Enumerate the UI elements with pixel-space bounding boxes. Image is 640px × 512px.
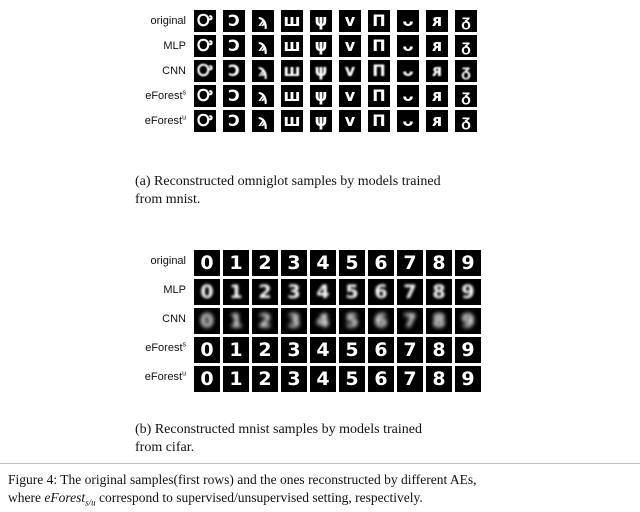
panel_b-sample-tile [194, 250, 220, 276]
panel_b-row-label-0 [128, 250, 186, 272]
panel_b-sample-glyph: 5 [345, 367, 359, 390]
panel_b-sample-tile [310, 337, 336, 363]
panel_b-sample-tile [339, 337, 365, 363]
panel_b-sample-glyph: 5 [345, 338, 359, 361]
panel_b-sample-glyph: 3 [287, 309, 301, 332]
panel_b-sample-tile [223, 337, 249, 363]
panel_a-sample-glyph: ᵹ [461, 86, 471, 105]
panel_a-sample-glyph: ᵹ [461, 61, 471, 80]
panel_a-row-label-0 [128, 10, 186, 32]
panel_a-sample-tile [455, 10, 477, 32]
panel_b-sample-glyph: 6 [374, 338, 388, 361]
figure-caption-line-2 [8, 489, 638, 512]
panel_b-sample-tile [281, 366, 307, 392]
panel_a-row-label-1 [128, 35, 186, 57]
panel_b-sample-glyph: 4 [316, 251, 330, 274]
panel_b-sample-tile [252, 279, 278, 305]
panel_b-sample-tile [397, 337, 423, 363]
panel_b-sample-tile [397, 366, 423, 392]
panel_a-sample-tile [223, 110, 245, 132]
panel_b-sample-tile [426, 337, 452, 363]
panel_a-row-label-sup: u [182, 114, 186, 122]
panel_a-sample-glyph: ϡ [257, 86, 269, 105]
panel_a-sample-tile [281, 35, 303, 57]
figure-caption-math: eForest [44, 490, 86, 505]
panel_a-sample-tile [455, 110, 477, 132]
panel_b-row-label-text: eForest [144, 371, 183, 383]
panel_a-sample-glyph: Ↄ [228, 36, 240, 55]
panel_a-sample-tile [339, 85, 361, 107]
panel_b-row-label-text: MLP [163, 284, 186, 296]
panel_a-sample-glyph: ᴗ [402, 61, 414, 80]
panel_b-sample-tile [455, 250, 481, 276]
panel_b-sample-tile [223, 250, 249, 276]
panel_b-sample-glyph: 3 [287, 280, 301, 303]
panel_b-sample-glyph: 2 [258, 251, 272, 274]
panel_a-sample-glyph: ᵹ [461, 111, 471, 130]
panel_b-sample-glyph: 5 [345, 280, 359, 303]
panel_b-sample-tile [368, 308, 394, 334]
panel_a-sample-tile [281, 85, 303, 107]
panel_b-sample-tile [194, 279, 220, 305]
figure-caption-suffix: correspond to supervised/unsupervised setting, respectively. [95, 490, 423, 505]
panel-a [0, 0, 640, 215]
panel_a-sample-glyph: ш [283, 36, 301, 55]
panel_b-sample-tile [397, 308, 423, 334]
panel_b-sample-tile [455, 337, 481, 363]
panel-b-caption-line-2: from cifar. [135, 440, 195, 455]
panel_b-sample-tile [339, 366, 365, 392]
panel_a-sample-tile [426, 85, 448, 107]
panel_a-sample-glyph: v [344, 86, 356, 105]
panel_b-sample-glyph: 7 [403, 251, 417, 274]
panel_b-sample-glyph: 8 [432, 338, 446, 361]
panel_a-sample-glyph: Ↄ [228, 61, 240, 80]
panel_a-sample-glyph: v [344, 61, 356, 80]
panel_a-sample-glyph: ᵹ [461, 11, 471, 30]
panel_b-sample-tile [426, 279, 452, 305]
panel-a-caption-line-1: (a) Reconstructed omniglot samples by models trained [135, 174, 441, 189]
panel_b-sample-glyph: 3 [287, 338, 301, 361]
panel_a-sample-glyph: ψ [314, 111, 328, 130]
panel_b-sample-glyph: 1 [229, 280, 243, 303]
panel_a-sample-tile [455, 35, 477, 57]
panel_a-row-label-text: MLP [163, 40, 186, 52]
panel_b-sample-glyph: 2 [258, 280, 272, 303]
panel_b-sample-tile [426, 308, 452, 334]
panel_b-row-label-4 [128, 366, 186, 388]
panel_b-sample-tile [310, 250, 336, 276]
panel_a-sample-tile [194, 10, 216, 32]
panel_a-sample-glyph: ᴙ [431, 86, 443, 105]
panel_b-sample-glyph: 4 [316, 309, 330, 332]
panel_b-row-label-text: original [150, 255, 186, 267]
panel_a-sample-tile [252, 10, 274, 32]
figure-caption-prefix: where [8, 490, 45, 505]
panel_b-sample-glyph: 6 [374, 280, 388, 303]
panel_b-sample-glyph: 0 [200, 338, 214, 361]
panel_a-sample-glyph: ψ [314, 86, 328, 105]
panel_b-sample-tile [252, 366, 278, 392]
panel_b-sample-glyph: 1 [229, 367, 243, 390]
panel_a-row-label-text: original [150, 15, 186, 27]
panel_b-sample-glyph: 6 [374, 251, 388, 274]
panel_a-sample-tile [426, 110, 448, 132]
panel_b-sample-glyph: 5 [345, 251, 359, 274]
panel_b-row-label-3 [128, 337, 186, 359]
panel-b-caption [135, 421, 535, 457]
panel_a-sample-glyph: ϡ [257, 111, 269, 130]
panel_b-sample-tile [223, 308, 249, 334]
panel_a-sample-tile [397, 60, 419, 82]
panel_b-sample-tile [252, 250, 278, 276]
panel_a-sample-tile [194, 60, 216, 82]
panel_b-sample-tile [368, 279, 394, 305]
panel_a-sample-tile [368, 85, 390, 107]
panel_b-sample-glyph: 8 [432, 309, 446, 332]
panel_a-sample-tile [339, 10, 361, 32]
figure-caption-math-sub: s/u [85, 497, 96, 508]
panel_b-sample-tile [339, 308, 365, 334]
panel_b-sample-tile [310, 279, 336, 305]
panel_a-sample-tile [455, 85, 477, 107]
panel_b-sample-glyph: 3 [287, 367, 301, 390]
panel_a-sample-glyph: ш [283, 11, 301, 30]
panel_b-sample-tile [252, 308, 278, 334]
figure-caption-line-1: Figure 4: The original samples(first rows) and the ones reconstructed by different AEs, [8, 472, 477, 487]
panel_b-row-label-text: CNN [162, 313, 186, 325]
panel_a-sample-glyph: Ꭴ [197, 111, 213, 130]
panel_b-sample-tile [194, 337, 220, 363]
panel_a-row-label-text: eForest [144, 115, 183, 127]
panel_a-sample-tile [223, 60, 245, 82]
panel_a-sample-tile [397, 35, 419, 57]
panel_b-sample-tile [310, 308, 336, 334]
panel_a-sample-tile [194, 110, 216, 132]
panel_b-sample-glyph: 9 [461, 367, 475, 390]
panel_b-sample-glyph: 5 [345, 309, 359, 332]
panel_b-sample-glyph: 7 [403, 309, 417, 332]
panel_b-sample-tile [339, 250, 365, 276]
panel_a-sample-tile [368, 10, 390, 32]
panel_b-sample-glyph: 0 [200, 367, 214, 390]
panel-b-caption-line-1: (b) Reconstructed mnist samples by models trained [135, 422, 422, 437]
panel_b-sample-tile [281, 250, 307, 276]
panel_a-sample-glyph: Ꭴ [197, 11, 213, 30]
panel_b-sample-glyph: 7 [403, 338, 417, 361]
panel_a-sample-glyph: Ꭴ [197, 61, 213, 80]
figure-caption [8, 471, 638, 512]
panel_b-sample-tile [194, 366, 220, 392]
panel_a-sample-glyph: ᴗ [402, 11, 414, 30]
panel_a-sample-tile [252, 60, 274, 82]
panel_b-row-label-sup: u [182, 370, 186, 378]
panel_b-sample-glyph: 9 [461, 280, 475, 303]
panel_b-sample-glyph: 1 [229, 309, 243, 332]
panel_b-sample-glyph: 1 [229, 251, 243, 274]
panel_b-sample-tile [194, 308, 220, 334]
panel_a-sample-tile [194, 35, 216, 57]
panel_b-sample-glyph: 6 [374, 367, 388, 390]
panel_b-sample-glyph: 1 [229, 338, 243, 361]
panel_b-sample-tile [368, 366, 394, 392]
panel_b-sample-glyph: 2 [258, 309, 272, 332]
panel_a-row-label-2 [128, 60, 186, 82]
panel_b-sample-glyph: 7 [403, 280, 417, 303]
panel_a-sample-glyph: Π [372, 11, 386, 30]
panel_a-sample-tile [368, 60, 390, 82]
panel_a-sample-tile [455, 60, 477, 82]
panel_b-sample-tile [281, 337, 307, 363]
panel_a-sample-tile [426, 60, 448, 82]
panel_a-sample-glyph: Ꭴ [197, 86, 213, 105]
panel_a-sample-tile [310, 10, 332, 32]
panel_a-sample-glyph: ш [283, 111, 301, 130]
panel_a-sample-glyph: ϡ [257, 61, 269, 80]
panel_a-sample-tile [426, 10, 448, 32]
panel_a-sample-glyph: Ↄ [228, 11, 240, 30]
panel_b-sample-tile [455, 308, 481, 334]
panel_a-sample-tile [339, 110, 361, 132]
panel_b-sample-glyph: 0 [200, 280, 214, 303]
panel_b-sample-tile [223, 366, 249, 392]
panel_a-sample-tile [368, 35, 390, 57]
panel_b-sample-tile [223, 279, 249, 305]
panel_a-sample-tile [426, 35, 448, 57]
panel_a-sample-tile [223, 10, 245, 32]
panel_a-sample-glyph: ψ [314, 11, 328, 30]
panel_b-sample-glyph: 3 [287, 251, 301, 274]
panel_b-sample-tile [281, 308, 307, 334]
panel_a-sample-tile [252, 35, 274, 57]
panel_a-sample-glyph: ψ [314, 36, 328, 55]
panel_a-sample-glyph: ᵹ [461, 36, 471, 55]
panel_a-sample-glyph: Ꭴ [197, 36, 213, 55]
panel_a-sample-tile [397, 110, 419, 132]
panel_b-sample-tile [397, 250, 423, 276]
panel_a-row-label-text: eForest [145, 90, 183, 102]
panel_b-sample-tile [339, 279, 365, 305]
panel_a-sample-tile [281, 60, 303, 82]
panel_b-sample-glyph: 7 [403, 367, 417, 390]
panel_a-sample-glyph: Π [372, 86, 386, 105]
panel_b-sample-glyph: 4 [316, 367, 330, 390]
panel_a-sample-tile [223, 85, 245, 107]
panel_a-sample-tile [310, 110, 332, 132]
panel_a-sample-glyph: Ↄ [228, 86, 240, 105]
panel_b-sample-tile [310, 366, 336, 392]
panel_a-sample-glyph: ϡ [257, 11, 269, 30]
panel_b-sample-tile [426, 366, 452, 392]
panel_a-sample-glyph: v [344, 36, 356, 55]
panel_b-sample-glyph: 0 [200, 309, 214, 332]
panel_b-row-label-sup: s [182, 341, 186, 349]
panel_a-sample-tile [310, 60, 332, 82]
panel_a-sample-tile [281, 10, 303, 32]
panel_b-sample-glyph: 2 [258, 367, 272, 390]
panel_a-sample-glyph: ᴙ [431, 61, 443, 80]
panel_a-sample-tile [397, 85, 419, 107]
panel_b-sample-glyph: 4 [316, 338, 330, 361]
panel_b-sample-glyph: 8 [432, 251, 446, 274]
panel_a-sample-tile [223, 35, 245, 57]
panel_b-sample-glyph: 8 [432, 367, 446, 390]
panel_a-row-label-4 [128, 110, 186, 132]
panel_a-sample-tile [339, 60, 361, 82]
panel_b-sample-glyph: 6 [374, 309, 388, 332]
panel_a-sample-glyph: ᴗ [402, 111, 414, 130]
panel_a-sample-glyph: ш [283, 61, 301, 80]
panel_b-sample-tile [455, 279, 481, 305]
panel_b-sample-glyph: 9 [461, 309, 475, 332]
panel_a-sample-tile [310, 35, 332, 57]
panel_b-row-label-1 [128, 279, 186, 301]
caption-divider [0, 463, 640, 464]
panel_b-sample-tile [281, 279, 307, 305]
panel_a-sample-tile [194, 85, 216, 107]
panel-a-caption-line-2: from mnist. [135, 192, 201, 207]
panel_b-sample-tile [455, 366, 481, 392]
panel_a-sample-glyph: v [344, 111, 356, 130]
panel_b-sample-tile [368, 250, 394, 276]
panel_a-sample-tile [281, 110, 303, 132]
panel-b [0, 240, 640, 465]
panel_b-sample-glyph: 0 [200, 251, 214, 274]
panel_a-row-label-sup: s [182, 89, 186, 97]
panel_a-sample-glyph: v [344, 11, 356, 30]
panel_a-sample-tile [397, 10, 419, 32]
panel_b-sample-glyph: 9 [461, 338, 475, 361]
panel_b-sample-tile [368, 337, 394, 363]
panel_a-sample-glyph: ᴙ [431, 111, 443, 130]
panel-a-caption [135, 173, 535, 209]
panel_a-sample-tile [368, 110, 390, 132]
panel_b-row-label-2 [128, 308, 186, 330]
panel_a-sample-tile [252, 85, 274, 107]
panel_b-sample-glyph: 9 [461, 251, 475, 274]
panel_b-sample-tile [252, 337, 278, 363]
panel_b-sample-tile [397, 279, 423, 305]
panel_a-row-label-3 [128, 85, 186, 107]
panel_a-sample-glyph: Π [372, 36, 386, 55]
panel_a-sample-tile [310, 85, 332, 107]
panel_a-sample-glyph: ᴙ [431, 36, 443, 55]
panel_a-sample-glyph: ϡ [257, 36, 269, 55]
panel_a-sample-glyph: Π [372, 61, 386, 80]
panel_b-sample-tile [426, 250, 452, 276]
panel_a-row-label-text: CNN [162, 65, 186, 77]
panel_a-sample-glyph: Ↄ [228, 111, 240, 130]
panel_a-sample-glyph: ᴗ [402, 86, 414, 105]
panel_a-sample-glyph: Π [372, 111, 386, 130]
panel_a-sample-glyph: ψ [314, 61, 328, 80]
panel_a-sample-tile [252, 110, 274, 132]
panel_a-sample-glyph: ᴗ [402, 36, 414, 55]
panel_a-sample-glyph: ᴙ [431, 11, 443, 30]
panel_a-sample-tile [339, 35, 361, 57]
panel_b-row-label-text: eForest [145, 342, 183, 354]
panel_b-sample-glyph: 4 [316, 280, 330, 303]
panel_b-sample-glyph: 8 [432, 280, 446, 303]
panel_b-sample-glyph: 2 [258, 338, 272, 361]
panel_a-sample-glyph: ш [283, 86, 301, 105]
